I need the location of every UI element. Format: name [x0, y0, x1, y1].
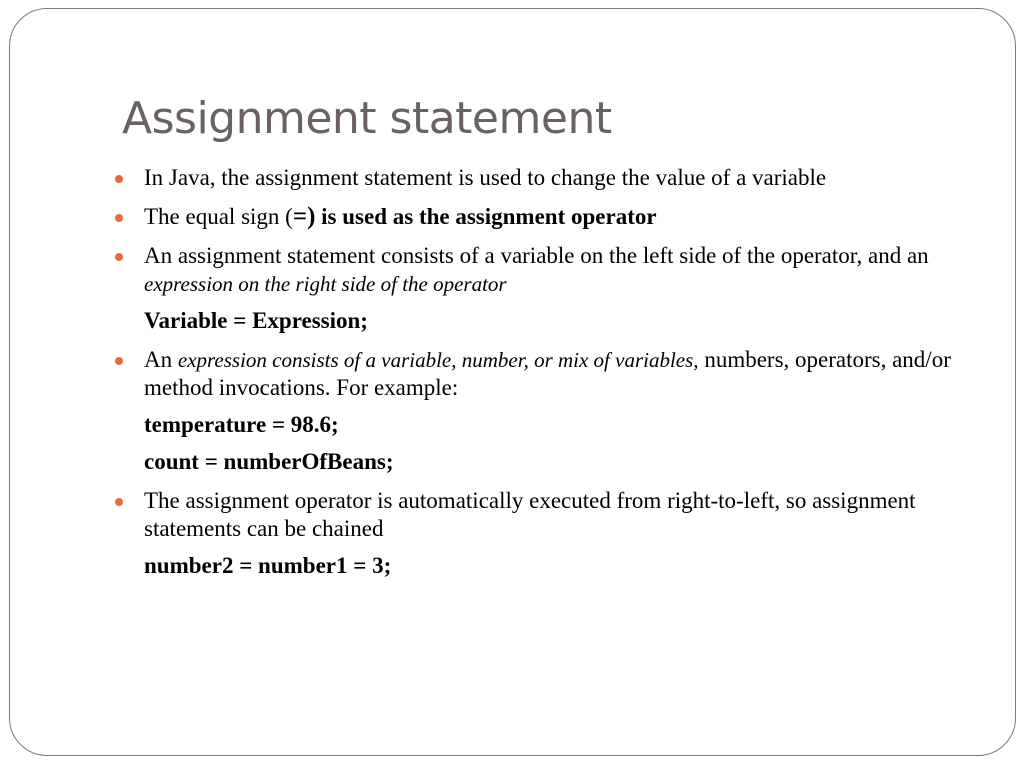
code-count: count = numberOfBeans; [144, 449, 394, 474]
bullet-expression-definition [112, 346, 972, 402]
bullet-text: The equal sign ( [144, 204, 293, 229]
bullet-statement-structure [112, 242, 972, 298]
bullet-text: In Java, the assignment statement is used to change the value of a variable [144, 165, 827, 190]
code-temperature: temperature = 98.6; [144, 412, 339, 437]
bullet-assignment-definition [112, 164, 972, 192]
slide-title: Assignment statement [122, 93, 612, 144]
bullet-equal-sign [112, 203, 972, 231]
bullet-italic-text: expression consists of a variable, number, or mix of variables, [177, 348, 699, 372]
bullet-text: An [144, 347, 178, 372]
bullet-text-continued: numbers, operators, and/or method invocations. For example: [144, 347, 951, 400]
bullet-text: The assignment operator is automatically executed from right-to-left, so assignment statements can be chained [144, 488, 916, 541]
code-variable-expression: Variable = Expression; [144, 308, 368, 333]
slide-content [112, 164, 972, 580]
bullet-bold-text: is used as the assignment operator [315, 204, 657, 229]
bullet-text: An assignment statement consists of a variable on the left side of the operator, and an [144, 243, 929, 268]
equal-sign-operator: =) [292, 203, 316, 230]
bullet-italic-text: expression on the right side of the operator [144, 272, 507, 296]
bullet-right-to-left [112, 487, 972, 543]
code-chained-assignment: number2 = number1 = 3; [144, 553, 392, 578]
